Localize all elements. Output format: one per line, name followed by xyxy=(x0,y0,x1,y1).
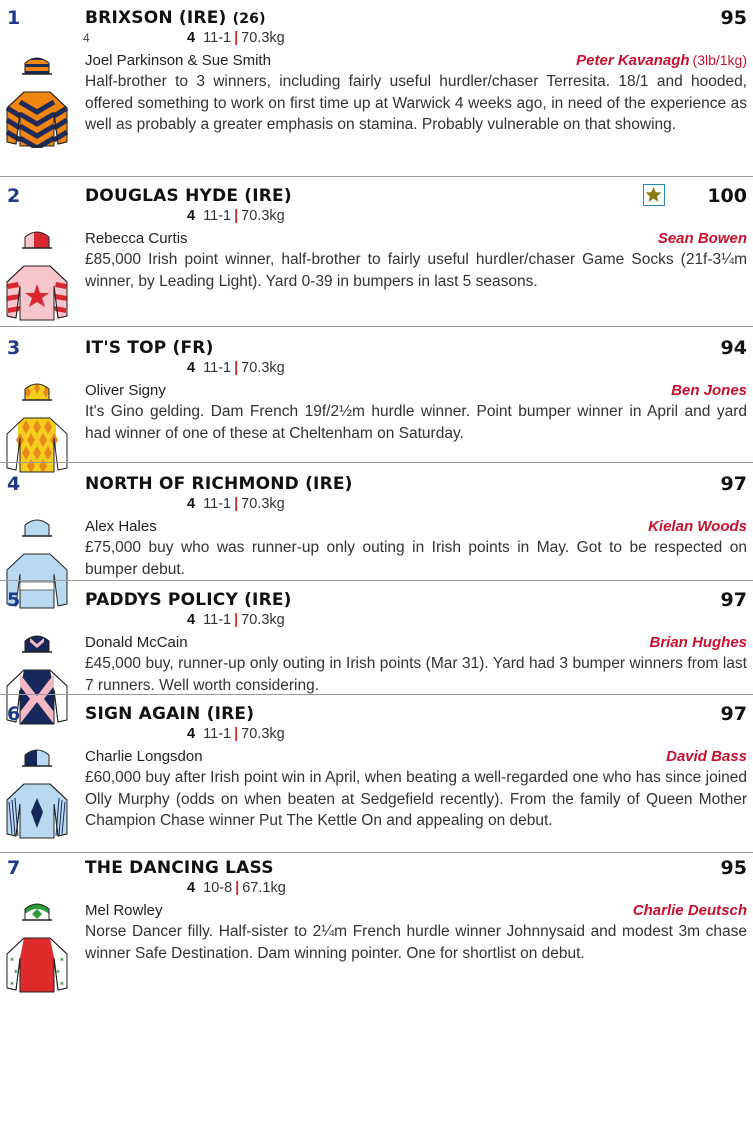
separator: | xyxy=(234,360,239,376)
trainer-jockey-row xyxy=(85,382,747,402)
horse-weight: 11-1 xyxy=(203,30,232,46)
runner-number: 2 xyxy=(7,185,21,207)
runner-rating: 97 xyxy=(720,589,747,611)
runner-rating: 95 xyxy=(720,7,747,29)
horse-name[interactable]: SIGN AGAIN (IRE) xyxy=(85,704,255,724)
runner-header xyxy=(0,472,753,498)
jockey-name[interactable]: Ben Jones xyxy=(671,382,747,399)
jockey-name[interactable]: Brian Hughes xyxy=(649,634,747,651)
horse-age: 4 xyxy=(187,496,196,512)
runner-number: 6 xyxy=(7,703,21,725)
silks-red-white-green-stars-icon xyxy=(4,902,70,994)
runner-info xyxy=(83,360,285,376)
runner-header xyxy=(0,184,753,210)
divider xyxy=(0,694,753,695)
horse-age: 4 xyxy=(187,880,196,896)
divider xyxy=(0,176,753,177)
horse-weight: 11-1 xyxy=(203,612,232,628)
silks-orange-navy-chevrons-icon xyxy=(4,56,70,148)
runner-info xyxy=(83,726,285,742)
runner-rating: 94 xyxy=(720,337,747,359)
runner-number: 5 xyxy=(7,589,21,611)
horse-name[interactable]: PADDYS POLICY (IRE) xyxy=(85,590,292,610)
trainer-jockey-row xyxy=(85,230,747,250)
divider xyxy=(0,326,753,327)
divider xyxy=(0,462,753,463)
jockey xyxy=(648,518,747,535)
horse-weight: 11-1 xyxy=(203,360,232,376)
runner-rating: 97 xyxy=(720,703,747,725)
horse-weight: 11-1 xyxy=(203,726,232,742)
trainer-jockey-row xyxy=(85,518,747,538)
horse-age: 4 xyxy=(187,612,196,628)
horse-weight-kg: 70.3kg xyxy=(241,30,285,46)
divider xyxy=(0,580,753,581)
runner-comment: Norse Dancer filly. Half-sister to 2¼m French hurdle winner Johnnysaid and modest 3m chase winner Safe Destination. Dam winning pointer. One for shortlist on debut. xyxy=(85,923,747,962)
runner-header xyxy=(0,588,753,614)
svg-text:✶: ✶ xyxy=(59,980,65,988)
separator: | xyxy=(234,612,239,628)
separator: | xyxy=(234,726,239,742)
trainer-jockey-row xyxy=(85,902,747,922)
silks-yellow-orange-diamonds-icon xyxy=(4,382,70,474)
svg-text:✶: ✶ xyxy=(55,968,61,976)
horse-weight-kg: 70.3kg xyxy=(241,612,285,628)
runner-header xyxy=(0,6,753,32)
jockey-name[interactable]: Charlie Deutsch xyxy=(632,902,747,919)
runner-comment: £60,000 buy after Irish point win in April, when beating a well-regarded one who has since joined Olly Murphy (odds on when beaten at Sedgefield recently). From the family of Queen Mother Champion Chase winner Put The Kettle On and appealing on debut. xyxy=(85,769,747,829)
horse-age: 4 xyxy=(187,208,196,224)
jockey-name[interactable]: David Bass xyxy=(666,748,747,765)
jockey-name[interactable]: Kielan Woods xyxy=(648,518,747,535)
trainer-name[interactable]: Donald McCain xyxy=(85,634,188,651)
runner-rating: 97 xyxy=(720,473,747,495)
horse-age: 4 xyxy=(187,726,196,742)
separator: | xyxy=(234,30,239,46)
runner-comment: £45,000 buy, runner-up only outing in Irish points (Mar 31). Yard had 3 bumper winners from last 7 runners. Well worth considering. xyxy=(85,655,747,694)
runner-info xyxy=(83,612,285,628)
runner-comment: It's Gino gelding. Dam French 19f/2½m hurdle winner. Point bumper winner in April and yard had winner of one of these at Cheltenham on Saturday. xyxy=(85,403,747,442)
runner-info xyxy=(83,208,285,224)
runner-rating: 100 xyxy=(707,185,747,207)
horse-name[interactable]: IT'S TOP (FR) xyxy=(85,338,214,358)
jockey xyxy=(671,382,747,399)
runner-info xyxy=(83,30,285,46)
silks-pink-red-star-icon xyxy=(4,230,70,322)
svg-text:✶: ✶ xyxy=(13,968,19,976)
runner-number: 4 xyxy=(7,473,21,495)
horse-weight-kg: 70.3kg xyxy=(241,360,285,376)
runner-info xyxy=(83,880,286,896)
silks-light-blue-navy-diamond-icon xyxy=(4,748,70,840)
horse-name[interactable]: THE DANCING LASS xyxy=(85,858,274,878)
separator: | xyxy=(235,880,240,896)
runner-number: 7 xyxy=(7,857,21,879)
trainer-name[interactable]: Rebecca Curtis xyxy=(85,230,188,247)
jockey xyxy=(633,902,747,919)
jockey xyxy=(666,748,747,765)
horse-weight: 10-8 xyxy=(203,880,233,896)
runner-comment: Half-brother to 3 winners, including fairly useful hurdler/chaser Terresita. 18/1 and hooded, offered something to work on first time up at Warwick 4 weeks ago, in need of the experience as well as probably a greater emphasis on stamina. Probably vulnerable on that showing. xyxy=(85,73,747,133)
horse-weight-kg: 70.3kg xyxy=(241,726,285,742)
runner-header xyxy=(0,336,753,362)
jockey-name[interactable]: Peter Kavanagh xyxy=(576,52,690,69)
svg-text:✶: ✶ xyxy=(59,956,65,964)
horse-age: 4 xyxy=(187,30,196,46)
horse-name[interactable]: NORTH OF RICHMOND (IRE) xyxy=(85,474,353,494)
trainer-jockey-row xyxy=(85,634,747,654)
horse-weight: 11-1 xyxy=(203,208,232,224)
runner-number: 1 xyxy=(7,7,21,29)
horse-weight-kg: 70.3kg xyxy=(241,208,285,224)
runner-header xyxy=(0,856,753,882)
jockey-name[interactable]: Sean Bowen xyxy=(657,230,747,247)
runner-comment: £85,000 Irish point winner, half-brother to fairly useful hurdler/chaser Game Socks (21f-3¼m winner, by Leading Light). Yard 0-39 in bumpers in last 5 seasons. xyxy=(85,251,747,290)
runner-info xyxy=(83,496,285,512)
separator: | xyxy=(234,208,239,224)
svg-text:✶: ✶ xyxy=(9,956,15,964)
horse-weight-kg: 67.1kg xyxy=(242,880,286,896)
runner-number: 3 xyxy=(7,337,21,359)
jockey xyxy=(649,634,747,651)
runner-header xyxy=(0,702,753,728)
runner-rating: 95 xyxy=(720,857,747,879)
separator: | xyxy=(234,496,239,512)
trainer-name[interactable]: Mel Rowley xyxy=(85,902,163,919)
jockey xyxy=(658,230,747,247)
jockey-claim: (3lb/1kg) xyxy=(692,52,747,68)
horse-name[interactable]: BRIXSON (IRE) (26) xyxy=(85,8,266,28)
divider xyxy=(0,852,753,853)
svg-text:✶: ✶ xyxy=(9,980,15,988)
trainer-name[interactable]: Alex Hales xyxy=(85,518,157,535)
trainer-name[interactable]: Oliver Signy xyxy=(85,382,166,399)
stall-draw: 4 xyxy=(83,31,90,45)
horse-age: 4 xyxy=(187,360,196,376)
trainer-jockey-row xyxy=(85,52,747,72)
trainer-jockey-row xyxy=(85,748,747,768)
jockey xyxy=(576,52,747,69)
horse-weight: 11-1 xyxy=(203,496,232,512)
horse-name[interactable]: DOUGLAS HYDE (IRE) xyxy=(85,186,292,206)
days-since-run: (26) xyxy=(232,11,266,27)
horse-weight-kg: 70.3kg xyxy=(241,496,285,512)
runner-comment: £75,000 buy who was runner-up only outing in Irish points in May. Got to be respected on bumper debut. xyxy=(85,539,747,578)
trainer-name[interactable]: Charlie Longsdon xyxy=(85,748,203,765)
star-icon xyxy=(643,184,665,206)
trainer-name[interactable]: Joel Parkinson & Sue Smith xyxy=(85,52,271,69)
